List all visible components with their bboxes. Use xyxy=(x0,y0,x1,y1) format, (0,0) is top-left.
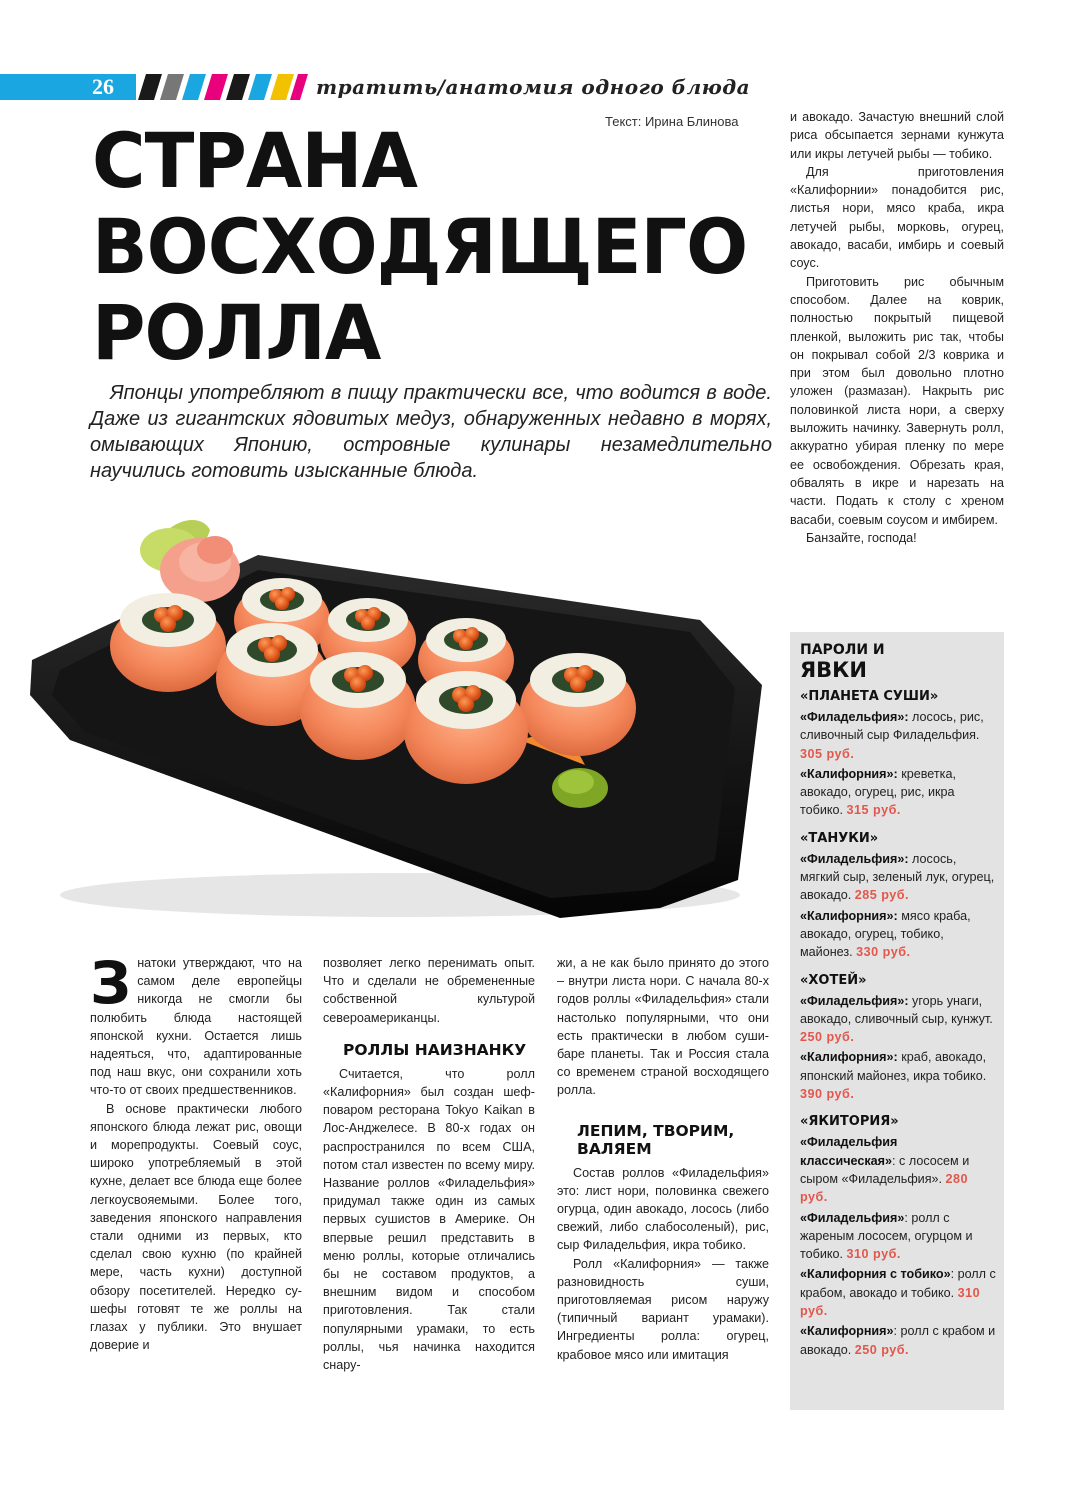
paragraph xyxy=(90,949,302,1100)
drop-cap: З xyxy=(90,949,132,1017)
menu-item xyxy=(800,1265,996,1320)
paragraph: позволяет легко перенимать опыт. Что и сделали не обремененные собственной культурой североамериканцы. xyxy=(323,956,535,1025)
roll-name: «Филадельфия»: xyxy=(800,851,909,866)
body-column-3 xyxy=(557,954,769,1364)
price: 390 руб. xyxy=(800,1087,855,1102)
paragraph: и авокадо. Зачастую внешний слой риса обсыпается зернами кунжута или икры летучей рыбы — тобико. xyxy=(790,110,1004,161)
sushi-photo xyxy=(0,500,782,945)
roll-description: : ролл с крабом, авокадо и тобико. xyxy=(800,1267,996,1300)
restaurant-name: «ТАНУКИ» xyxy=(800,830,879,846)
menu-item xyxy=(800,1209,996,1264)
paragraph: Ролл «Калифорния» — также разновидность суши, приготовляемая рисом наружу (типичный вариант урамаки). Ингредиенты ролла: огурец, крабовое мясо или имитация xyxy=(557,1256,769,1362)
paragraph: жи, а не как было принято до этого – внутри листа нори. С начала 80-х годов роллы «Филадельфия» стали настолько популярными, что они есть практически в любом суши-баре планеты. Так и Россия стала со временем страной восходящего ролла. xyxy=(557,956,769,1098)
section-title: тратить/анатомия одного блюда xyxy=(316,75,751,99)
roll-name: «Филадельфия»: xyxy=(800,710,909,724)
price: 280 руб. xyxy=(800,1171,969,1205)
roll-description: угорь унаги, авокадо, сливочный сыр, кунжут. xyxy=(800,993,993,1026)
body-column-2 xyxy=(323,954,535,1374)
restaurant-name: «ЯКИТОРИЯ» xyxy=(800,1114,899,1130)
subheading: ЛЕПИМ, ТВОРИМ, ВАЛЯЕМ xyxy=(577,1121,735,1158)
article-title xyxy=(92,118,754,376)
paragraph-text: натоки утверждают, что на самом деле европейцы никогда не смогли бы полюбить блюда настоящей японской кухни. Остается лишь надеяться, что, адаптированные под наш вкус, они сохранили хоть что-то от своих предшественников. xyxy=(90,956,302,1098)
byline: Текст: Ирина Блинова xyxy=(605,114,739,129)
header-color-bar xyxy=(0,74,136,100)
sidebar-title-small: ПАРОЛИ И xyxy=(800,642,885,658)
menu-item xyxy=(800,1048,996,1103)
menu-item xyxy=(800,765,996,820)
body-column-1 xyxy=(90,949,302,1354)
price: 250 руб. xyxy=(854,1342,910,1357)
roll-name: «Филадельфия» xyxy=(800,1210,905,1225)
lede: Японцы употребляют в пищу практически все, что водится в воде. Даже из гигантских ядовитых медуз, обнаруженных недавно в морях, омывающих Японию, островные кулинары незамедлительно научились готовить изысканные блюда. xyxy=(90,382,772,482)
roll-description: : ролл с жареным лососем, огурцом и тобико. xyxy=(800,1210,973,1262)
paragraph: Банзайте, господа! xyxy=(806,530,917,545)
paragraph: Для приготовления «Калифорнии» понадобится рис, листья нори, мясо краба, икра летучей рыбы, морковь, огурец, авокадо, васаби, имбирь и соевый соус. xyxy=(790,164,1004,271)
page-number: 26 xyxy=(92,74,114,99)
menu-item xyxy=(800,992,996,1047)
roll-name: «Калифорния»: xyxy=(800,766,898,781)
sidebar-box xyxy=(790,632,1004,1410)
menu-item xyxy=(800,850,996,905)
restaurant-name: «ХОТЕЙ» xyxy=(800,972,867,988)
menu-item xyxy=(800,1322,996,1359)
title-line: СТРАНА xyxy=(92,116,418,205)
paragraph: В основе практически любого японского блюда лежат рис, овощи и морепродукты. Соевый соус, широко употребляемый в этой кухне, делает все блюда еще более легкоусвояемыми. Более того, заведения японского направления стали одними из первых, кто сделал свою кухню (по крайней мере, часть кухни) доступной обзору посетителей. Нередко су-шефы готовят те же роллы на глазах у публики. Это внушает доверие и xyxy=(90,1101,302,1353)
restaurant-list xyxy=(800,688,996,1359)
price: 285 руб. xyxy=(854,888,910,903)
roll-description: : ролл с крабом и авокадо. xyxy=(800,1324,996,1357)
price: 330 руб. xyxy=(856,945,911,960)
roll-description: лосось, рис, сливочный сыр Филадельфия. xyxy=(800,710,984,743)
price: 305 руб. xyxy=(800,746,855,761)
roll-description: : с лососем и сыром «Филадельфия». xyxy=(800,1153,970,1186)
subheading: РОЛЛЫ НАИЗНАНКУ xyxy=(343,1040,527,1059)
price: 250 руб. xyxy=(800,1030,855,1045)
menu-item xyxy=(800,1133,996,1206)
right-column xyxy=(790,108,1004,547)
sidebar-title: ЯВКИ xyxy=(800,658,867,682)
roll-description: краб, авокадо, японский майонез, икра тобико. xyxy=(800,1050,987,1083)
menu-item xyxy=(800,907,996,962)
roll-description: креветка, авокадо, огурец, рис, икра тобико. xyxy=(800,766,956,818)
paragraph: Считается, что ролл «Калифорния» был создан шеф-поваром ресторана Tokyo Kaikan в Лос-Анджелесе. В 80-х годах он распространился по всем США, потом стал известен по всему миру. Название роллов «Филадельфия» придумал также один из самых первых сушистов в Америке. Он впервые решил представить в меню роллы, которые отличались бы не составом продуктов, а внешним видом и способом приготовления. Так стали популярными урамаки, то есть роллы, чья начинка находится снару- xyxy=(323,1066,535,1373)
roll-name: «Калифорния с тобико» xyxy=(800,1267,951,1282)
roll-name: «Филадельфия»: xyxy=(800,993,909,1008)
roll-description: мясо краба, авокадо, огурец, тобико, майонез. xyxy=(800,908,971,960)
roll-name: «Калифорния» xyxy=(800,1324,894,1339)
price: 310 руб. xyxy=(846,1247,901,1262)
roll-name: «Калифорния»: xyxy=(800,908,898,923)
roll-name: «Филадельфия классическая» xyxy=(800,1135,898,1168)
title-line: ВОСХОДЯЩЕГО xyxy=(92,202,748,291)
page-header xyxy=(0,74,770,100)
roll-name: «Калифорния»: xyxy=(800,1050,898,1065)
paragraph: Состав роллов «Филадельфия» это: лист нори, половинка свежего огурца, один авокадо, лосось (либо свежий, либо слабосоленый), рис, сыр Филадельфия, икра тобико. xyxy=(557,1165,769,1253)
header-stripes xyxy=(132,74,308,100)
menu-item xyxy=(800,708,996,763)
price: 315 руб. xyxy=(846,803,901,818)
paragraph: Приготовить рис обычным способом. Далее на коврик, полностью покрытый пищевой пленкой, выложить рис так, чтобы он покрывал собой 2/3 коврика и при этом был довольно плотно уложен (размазан). Накрыть рис половинкой листа нори, а сверху выложить начинку. Завернуть ролл, аккуратно убирая пленку по мере ее освобождения. Обрезать края, обвалять в икре и нарезать на части. Подать к столу с хреном васаби, соевым соусом и имбирем. xyxy=(790,274,1004,527)
restaurant-name: «ПЛАНЕТА СУШИ» xyxy=(800,689,939,704)
price: 310 руб. xyxy=(800,1285,981,1319)
title-line: РОЛЛА xyxy=(92,288,381,377)
roll-description: лосось, мягкий сыр, зеленый лук, огурец, авокадо. xyxy=(800,851,995,903)
